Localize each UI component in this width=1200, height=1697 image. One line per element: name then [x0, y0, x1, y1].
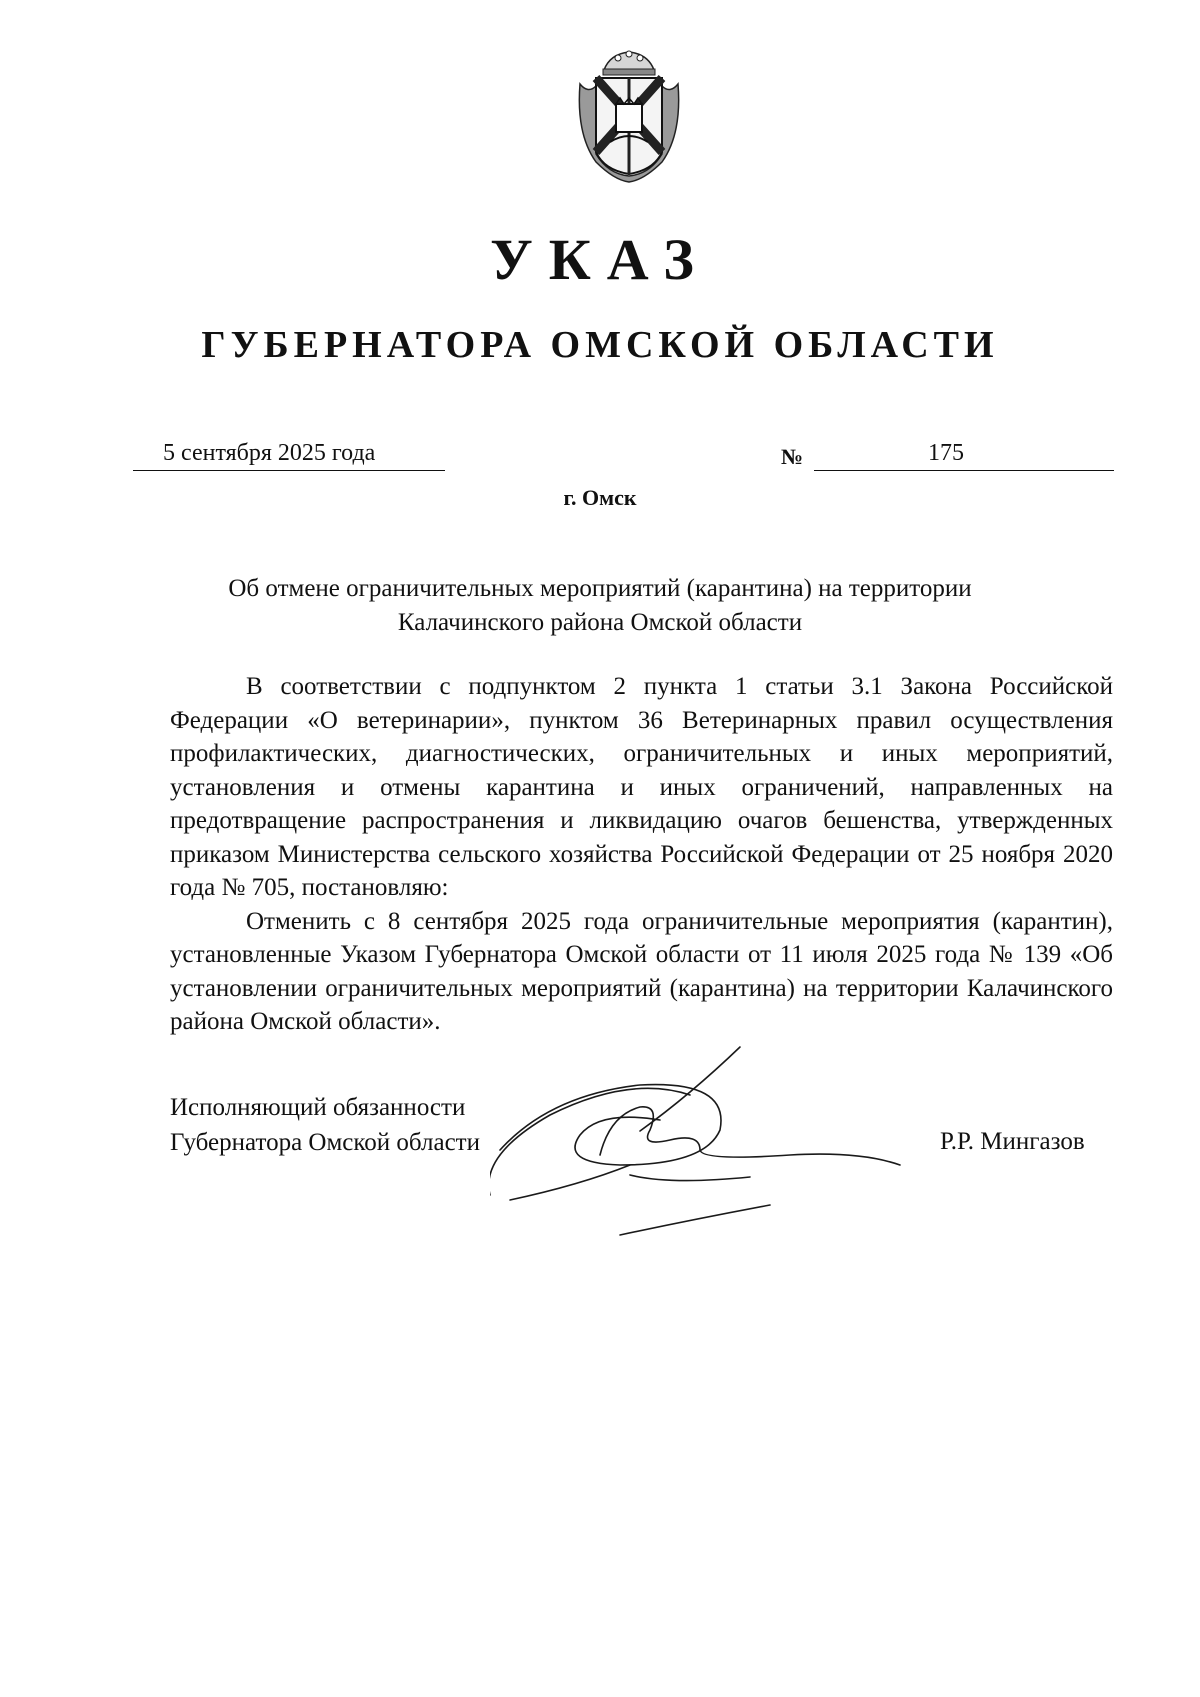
- body-paragraph-2: [170, 905, 1113, 1039]
- omsk-coat-of-arms-icon: [570, 44, 688, 184]
- signatory-position-line-2: Губернатора Омской области: [170, 1129, 480, 1156]
- document-title: УКАЗ: [490, 227, 710, 292]
- body-paragraph-2-text: Отменить с 8 сентября 2025 года ограничительные мероприятия (карантин), установленные Указом Губернатора Омской области от 11 июля 2025 года № 139 «Об установлении ограничительных мероприятий (карантина) на территории Калачинского района Омской области».: [170, 907, 1113, 1035]
- signatory-position: [170, 1090, 480, 1160]
- document-subject: [180, 572, 1020, 640]
- number-field: [814, 438, 1114, 471]
- subject-line-1: Об отмене ограничительных мероприятий (карантина) на территории: [228, 575, 972, 602]
- document-date: 5 сентября 2025 года: [163, 440, 376, 466]
- document-number: 175: [928, 440, 964, 466]
- body-paragraph-1-text: В соответствии с подпунктом 2 пункта 1 статьи 3.1 Закона Российской Федерации «О ветеринарии», пунктом 36 Ветеринарных правил осуществления профилактических, диагностических, ограничительных и иных мероприятий, установления и отмены карантина и иных ограничений, направленных на предотвращение распространения и ликвидацию очагов бешенства, утвержденных приказом Министерства сельского хозяйства Российской Федерации от 25 ноября 2020 года № 705, постановляю:: [170, 673, 1113, 901]
- document-body: [170, 670, 1113, 1039]
- body-paragraph-1: [170, 670, 1113, 905]
- date-field: [133, 438, 445, 471]
- number-label: №: [781, 444, 804, 469]
- document-city: г. Омск: [563, 485, 637, 510]
- subject-line-2: Калачинского района Омской области: [397, 609, 803, 636]
- signatory-position-line-1: Исполняющий обязанности: [170, 1094, 466, 1121]
- handwritten-signature-icon: [490, 1035, 950, 1275]
- document-subtitle: ГУБЕРНАТОРА ОМСКОЙ ОБЛАСТИ: [201, 324, 999, 366]
- signatory-name: Р.Р. Мингазов: [940, 1128, 1085, 1155]
